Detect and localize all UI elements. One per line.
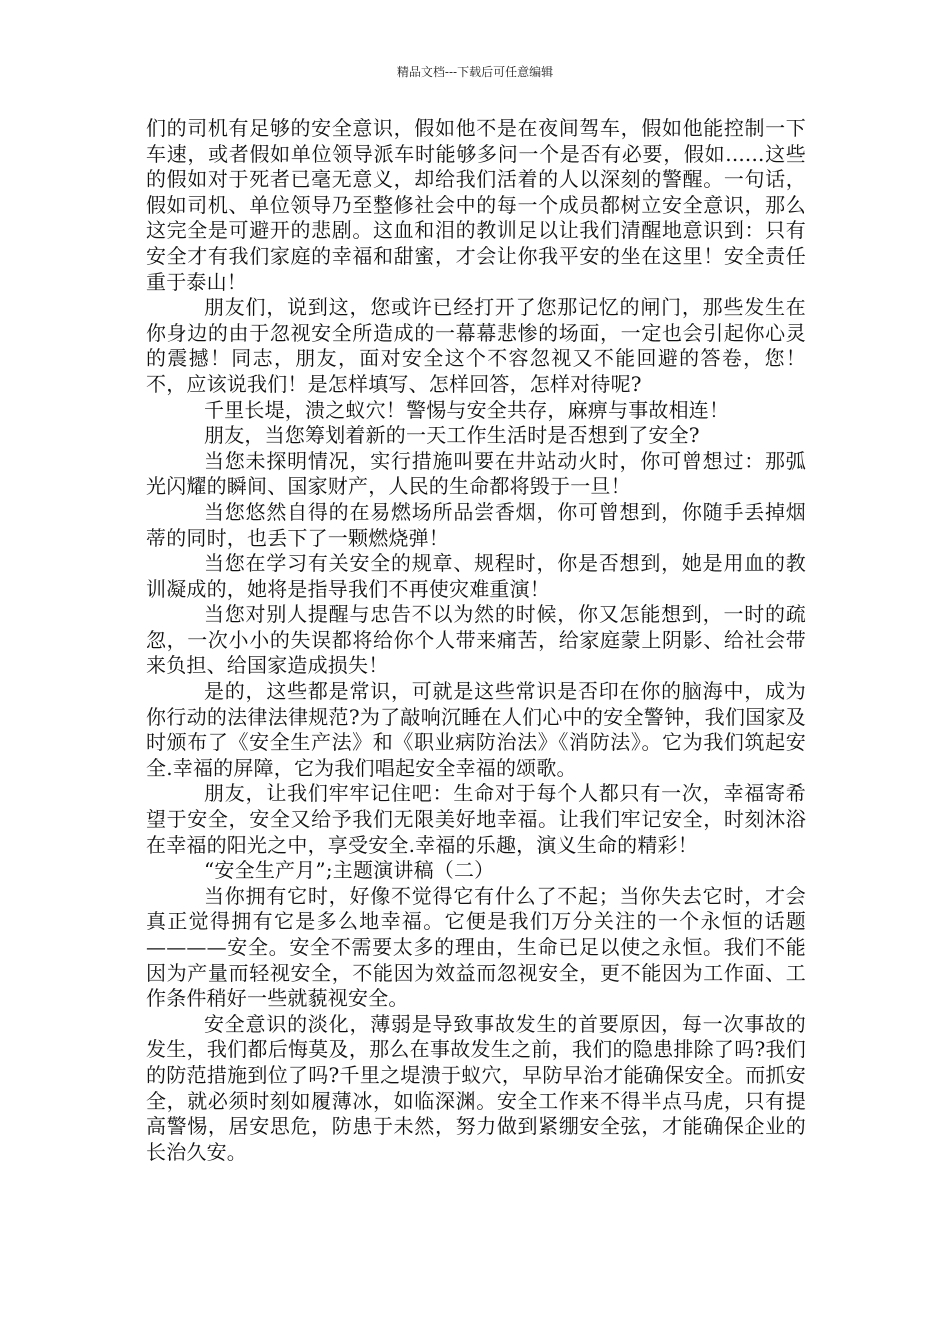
paragraph-2: 朋友们，说到这，您或许已经打开了您那记忆的闸门，那些发生在你身边的由于忽视安全所造成的一幕幕悲惨的场面，一定也会引起你心灵的震撼！同志，朋友，面对安全这个不容忽视又不能回避的答卷，您！不，应该说我们！是怎样填写、怎样回答，怎样对待呢? (146, 295, 806, 396)
paragraph-3: 千里长堤，溃之蚁穴！警惕与安全共存，麻痹与事故相连！ (204, 397, 730, 422)
paragraph-12: 安全意识的淡化，薄弱是导致事故发生的首要原因，每一次事故的发生，我们都后悔莫及，那么在事故发生之前，我们的隐患排除了吗?我们的防范措施到位了吗?千里之堤溃于蚁穴，早防早治才能确保安全。而抓安全，就必须时刻如履薄冰，如临深渊。安全工作来不得半点马虎，只有提高警惕，居安思危，防患于未然，努力做到紧绷安全弦，才能确保企业的长治久安。 (146, 1011, 806, 1164)
paragraph-8: 当您对别人提醒与忠告不以为然的时候，你又怎能想到，一时的疏忽，一次小小的失误都将给你个人带来痛苦，给家庭蒙上阴影、给社会带来负担、给国家造成损失！ (146, 602, 806, 678)
paragraph-11: 当你拥有它时，好像不觉得它有什么了不起；当你失去它时，才会真正觉得拥有它是多么地幸福。它便是我们万分关注的一个永恒的话题————安全。安全不需要太多的理由，生命已足以使之永恒。我们不能因为产量而轻视安全，不能因为效益而忽视安全，更不能因为工作面、工作条件稍好一些就藐视安全。 (146, 883, 806, 1011)
section-heading: “安全生产月”;主题演讲稿（二） (204, 858, 495, 883)
paragraph-4: 朋友，当您筹划着新的一天工作生活时是否想到了安全? (204, 423, 700, 448)
paragraph-6: 当您悠然自得的在易燃场所品尝香烟，你可曾想到，你随手丢掉烟蒂的同时，也丢下了一颗燃烧弹！ (146, 499, 806, 550)
paragraph-1: 们的司机有足够的安全意识，假如他不是在夜间驾车，假如他能控制一下车速，或者假如单位领导派车时能够多问一个是否有必要，假如......这些的假如对于死者已毫无意义，却给我们活着的人以深刻的警醒。一句话，假如司机、单位领导乃至整修社会中的每一个成员都树立安全意识，那么这完全是可避开的悲剧。这血和泪的教训足以让我们清醒地意识到：只有安全才有我们家庭的幸福和甜蜜，才会让你我平安的坐在这里！安全责任重于泰山！ (146, 116, 806, 294)
document-body (146, 116, 806, 1165)
page-header: 精品文档---下载后可任意编辑 (396, 65, 554, 79)
paragraph-5: 当您未探明情况，实行措施叫要在井站动火时，你可曾想过：那弧光闪耀的瞬间、国家财产，人民的生命都将毁于一旦！ (146, 448, 806, 499)
paragraph-9: 是的，这些都是常识，可就是这些常识是否印在你的脑海中，成为你行动的法律法律规范?为了敲响沉睡在人们心中的安全警钟，我们国家及时颁布了《安全生产法》和《职业病防治法》《消防法》。它为我们筑起安全.幸福的屏障，它为我们唱起安全幸福的颂歌。 (146, 679, 806, 780)
paragraph-10: 朋友，让我们牢牢记住吧：生命对于每个人都只有一次，幸福寄希望于安全，安全又给予我们无限美好地幸福。让我们牢记安全，时刻沐浴在幸福的阳光之中，享受安全.幸福的乐趣，演义生命的精彩！ (146, 781, 806, 857)
paragraph-7: 当您在学习有关安全的规章、规程时，你是否想到，她是用血的教训凝成的，她将是指导我们不再使灾难重演！ (146, 551, 806, 601)
